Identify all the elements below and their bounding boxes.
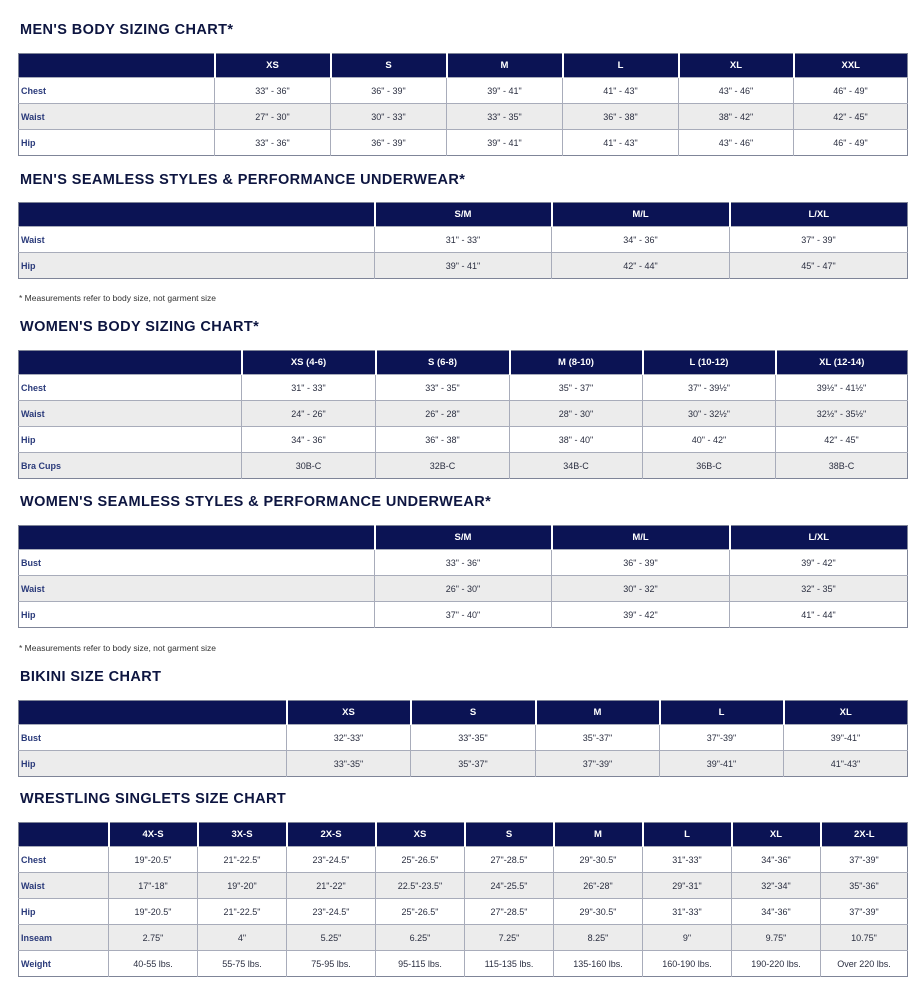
size-header: XS — [376, 823, 465, 847]
measurement-cell: 37"-39" — [821, 899, 908, 925]
header-corner — [19, 54, 215, 78]
row-label: Hip — [19, 253, 375, 279]
row-label: Inseam — [19, 925, 109, 951]
size-header: XL — [732, 823, 821, 847]
row-label: Bust — [19, 725, 287, 751]
measurement-cell: 23"-24.5" — [287, 847, 376, 873]
measurement-cell: 31" - 33" — [242, 375, 376, 401]
measurement-cell: 8.25" — [554, 925, 643, 951]
size-header: 2X-S — [287, 823, 376, 847]
section-title-womens-body: WOMEN'S BODY SIZING CHART* — [20, 319, 260, 335]
table-row — [19, 751, 908, 777]
measurement-cell: 45" - 47" — [730, 253, 908, 279]
size-header: L — [643, 823, 732, 847]
measurement-cell: 160-190 lbs. — [643, 951, 732, 977]
measurement-cell: 17"-18" — [109, 873, 198, 899]
row-label: Waist — [19, 873, 109, 899]
table-row — [19, 453, 908, 479]
measurement-cell: 190-220 lbs. — [732, 951, 821, 977]
table-row — [19, 550, 908, 576]
size-header: L — [563, 54, 679, 78]
size-header: L/XL — [730, 203, 908, 227]
size-header: XS — [215, 54, 331, 78]
measurement-cell: 33" - 36" — [215, 78, 331, 104]
size-header: M — [554, 823, 643, 847]
table-row — [19, 427, 908, 453]
measurement-cell: 21"-22" — [287, 873, 376, 899]
measurement-cell: 2.75" — [109, 925, 198, 951]
size-header: S/M — [375, 203, 552, 227]
row-label: Hip — [19, 751, 287, 777]
measurement-cell: 38" - 42" — [679, 104, 794, 130]
measurement-cell: 33"-35" — [287, 751, 411, 777]
measurement-cell: 39" - 42" — [730, 550, 908, 576]
measurement-cell: 32" - 35" — [730, 576, 908, 602]
row-label: Hip — [19, 899, 109, 925]
table-header-row — [19, 526, 908, 550]
measurement-cell: 34" - 36" — [242, 427, 376, 453]
measurement-cell: 41" - 43" — [563, 78, 679, 104]
measurement-cell: 39" - 41" — [375, 253, 552, 279]
size-header: XL — [784, 701, 908, 725]
measurement-cell: Over 220 lbs. — [821, 951, 908, 977]
header-corner — [19, 203, 375, 227]
size-header: 4X-S — [109, 823, 198, 847]
measurement-cell: 37"-39" — [821, 847, 908, 873]
table-header-row — [19, 823, 908, 847]
measurement-cell: 4" — [198, 925, 287, 951]
measurement-cell: 35"-36" — [821, 873, 908, 899]
measurement-cell: 38" - 40" — [510, 427, 643, 453]
measurement-cell: 30" - 32½" — [643, 401, 776, 427]
bikini-size-table — [18, 700, 908, 777]
measurement-cell: 24"-25.5" — [465, 873, 554, 899]
measurement-cell: 34"-36" — [732, 899, 821, 925]
measurement-cell: 28" - 30" — [510, 401, 643, 427]
row-label: Weight — [19, 951, 109, 977]
measurement-cell: 43" - 46" — [679, 78, 794, 104]
measurement-cell: 42" - 45" — [776, 427, 908, 453]
measurement-cell: 7.25" — [465, 925, 554, 951]
size-header: 2X-L — [821, 823, 908, 847]
measurement-cell: 55-75 lbs. — [198, 951, 287, 977]
measurement-cell: 31"-33" — [643, 899, 732, 925]
row-label: Hip — [19, 602, 375, 628]
header-corner — [19, 526, 375, 550]
measurement-cell: 39" - 41" — [447, 130, 563, 156]
measurement-cell: 135-160 lbs. — [554, 951, 643, 977]
measurement-cell: 27"-28.5" — [465, 847, 554, 873]
womens-body-size-table — [18, 350, 908, 479]
measurement-cell: 30" - 32" — [552, 576, 730, 602]
header-corner — [19, 351, 242, 375]
row-label: Chest — [19, 375, 242, 401]
measurement-cell: 10.75" — [821, 925, 908, 951]
measurement-cell: 35"-37" — [411, 751, 536, 777]
measurement-cell: 24" - 26" — [242, 401, 376, 427]
measurement-cell: 33"-35" — [411, 725, 536, 751]
measurement-cell: 26"-28" — [554, 873, 643, 899]
table-header-row — [19, 351, 908, 375]
measurement-cell: 33" - 36" — [215, 130, 331, 156]
size-header: 3X-S — [198, 823, 287, 847]
size-header: M (8-10) — [510, 351, 643, 375]
measurement-cell: 33" - 36" — [375, 550, 552, 576]
measurement-cell: 36" - 39" — [552, 550, 730, 576]
table-row — [19, 227, 908, 253]
measurement-cell: 37"-39" — [536, 751, 660, 777]
measurement-cell: 26" - 30" — [375, 576, 552, 602]
table-row — [19, 725, 908, 751]
size-header: L/XL — [730, 526, 908, 550]
measurement-cell: 27"-28.5" — [465, 899, 554, 925]
size-header: S — [465, 823, 554, 847]
size-header: XL (12-14) — [776, 351, 908, 375]
table-header-row — [19, 203, 908, 227]
measurement-cell: 19"-20.5" — [109, 899, 198, 925]
section-title-mens-body: MEN'S BODY SIZING CHART* — [20, 22, 234, 38]
table-row — [19, 576, 908, 602]
row-label: Bra Cups — [19, 453, 242, 479]
table-row — [19, 925, 908, 951]
measurement-cell: 39" - 42" — [552, 602, 730, 628]
table-row — [19, 602, 908, 628]
measurement-cell: 36" - 39" — [331, 78, 447, 104]
measurement-cell: 39½" - 41½" — [776, 375, 908, 401]
footnote-measurements: * Measurements refer to body size, not garment size — [19, 643, 217, 653]
table-row — [19, 401, 908, 427]
measurement-cell: 40" - 42" — [643, 427, 776, 453]
row-label: Bust — [19, 550, 375, 576]
measurement-cell: 37" - 39½" — [643, 375, 776, 401]
row-label: Waist — [19, 576, 375, 602]
table-row — [19, 104, 908, 130]
womens-seamless-size-table — [18, 525, 908, 628]
measurement-cell: 19"-20" — [198, 873, 287, 899]
table-row — [19, 130, 908, 156]
size-header: S (6-8) — [376, 351, 510, 375]
measurement-cell: 41"-43" — [784, 751, 908, 777]
row-label: Hip — [19, 130, 215, 156]
table-row — [19, 253, 908, 279]
row-label: Hip — [19, 427, 242, 453]
table-row — [19, 78, 908, 104]
measurement-cell: 23"-24.5" — [287, 899, 376, 925]
row-label: Waist — [19, 104, 215, 130]
table-row — [19, 873, 908, 899]
measurement-cell: 38B-C — [776, 453, 908, 479]
measurement-cell: 19"-20.5" — [109, 847, 198, 873]
measurement-cell: 29"-30.5" — [554, 847, 643, 873]
table-header-row — [19, 701, 908, 725]
size-header: M/L — [552, 203, 730, 227]
size-header: XS (4-6) — [242, 351, 376, 375]
measurement-cell: 33" - 35" — [447, 104, 563, 130]
measurement-cell: 22.5"-23.5" — [376, 873, 465, 899]
measurement-cell: 35" - 37" — [510, 375, 643, 401]
measurement-cell: 46" - 49" — [794, 78, 908, 104]
table-header-row — [19, 54, 908, 78]
size-header: S — [411, 701, 536, 725]
table-row — [19, 375, 908, 401]
table-row — [19, 951, 908, 977]
measurement-cell: 25"-26.5" — [376, 899, 465, 925]
measurement-cell: 41" - 44" — [730, 602, 908, 628]
measurement-cell: 42" - 45" — [794, 104, 908, 130]
header-corner — [19, 823, 109, 847]
mens-seamless-size-table — [18, 202, 908, 279]
measurement-cell: 37" - 40" — [375, 602, 552, 628]
measurement-cell: 115-135 lbs. — [465, 951, 554, 977]
table-row — [19, 847, 908, 873]
wrestling-singlets-size-table — [18, 822, 908, 977]
measurement-cell: 37" - 39" — [730, 227, 908, 253]
measurement-cell: 29"-30.5" — [554, 899, 643, 925]
measurement-cell: 29"-31" — [643, 873, 732, 899]
measurement-cell: 36B-C — [643, 453, 776, 479]
measurement-cell: 37"-39" — [660, 725, 784, 751]
measurement-cell: 33" - 35" — [376, 375, 510, 401]
measurement-cell: 9.75" — [732, 925, 821, 951]
measurement-cell: 6.25" — [376, 925, 465, 951]
measurement-cell: 75-95 lbs. — [287, 951, 376, 977]
measurement-cell: 36" - 38" — [376, 427, 510, 453]
measurement-cell: 30" - 33" — [331, 104, 447, 130]
measurement-cell: 95-115 lbs. — [376, 951, 465, 977]
size-header: L — [660, 701, 784, 725]
measurement-cell: 32"-34" — [732, 873, 821, 899]
section-title-womens-seamless: WOMEN'S SEAMLESS STYLES & PERFORMANCE UNDERWEAR* — [20, 494, 492, 510]
measurement-cell: 39" - 41" — [447, 78, 563, 104]
measurement-cell: 34"-36" — [732, 847, 821, 873]
size-header: XXL — [794, 54, 908, 78]
measurement-cell: 40-55 lbs. — [109, 951, 198, 977]
measurement-cell: 25"-26.5" — [376, 847, 465, 873]
measurement-cell: 46" - 49" — [794, 130, 908, 156]
measurement-cell: 36" - 38" — [563, 104, 679, 130]
measurement-cell: 39"-41" — [660, 751, 784, 777]
footnote-measurements: * Measurements refer to body size, not garment size — [19, 293, 217, 303]
section-title-mens-seamless: MEN'S SEAMLESS STYLES & PERFORMANCE UNDERWEAR* — [20, 172, 466, 188]
measurement-cell: 34" - 36" — [552, 227, 730, 253]
measurement-cell: 41" - 43" — [563, 130, 679, 156]
section-title-bikini: BIKINI SIZE CHART — [20, 669, 162, 685]
measurement-cell: 21"-22.5" — [198, 899, 287, 925]
measurement-cell: 26" - 28" — [376, 401, 510, 427]
measurement-cell: 5.25" — [287, 925, 376, 951]
measurement-cell: 9" — [643, 925, 732, 951]
measurement-cell: 31"-33" — [643, 847, 732, 873]
size-header: S/M — [375, 526, 552, 550]
row-label: Waist — [19, 401, 242, 427]
row-label: Waist — [19, 227, 375, 253]
section-title-wrestling: WRESTLING SINGLETS SIZE CHART — [20, 791, 287, 807]
measurement-cell: 32½" - 35½" — [776, 401, 908, 427]
measurement-cell: 39"-41" — [784, 725, 908, 751]
table-row — [19, 899, 908, 925]
measurement-cell: 32"-33" — [287, 725, 411, 751]
measurement-cell: 36" - 39" — [331, 130, 447, 156]
measurement-cell: 32B-C — [376, 453, 510, 479]
row-label: Chest — [19, 78, 215, 104]
size-header: XS — [287, 701, 411, 725]
measurement-cell: 34B-C — [510, 453, 643, 479]
header-corner — [19, 701, 287, 725]
measurement-cell: 35"-37" — [536, 725, 660, 751]
size-header: XL — [679, 54, 794, 78]
size-header: M — [447, 54, 563, 78]
size-header: S — [331, 54, 447, 78]
measurement-cell: 42" - 44" — [552, 253, 730, 279]
size-header: M/L — [552, 526, 730, 550]
mens-body-size-table — [18, 53, 908, 156]
row-label: Chest — [19, 847, 109, 873]
size-header: L (10-12) — [643, 351, 776, 375]
measurement-cell: 21"-22.5" — [198, 847, 287, 873]
measurement-cell: 30B-C — [242, 453, 376, 479]
measurement-cell: 31" - 33" — [375, 227, 552, 253]
measurement-cell: 27" - 30" — [215, 104, 331, 130]
size-header: M — [536, 701, 660, 725]
measurement-cell: 43" - 46" — [679, 130, 794, 156]
